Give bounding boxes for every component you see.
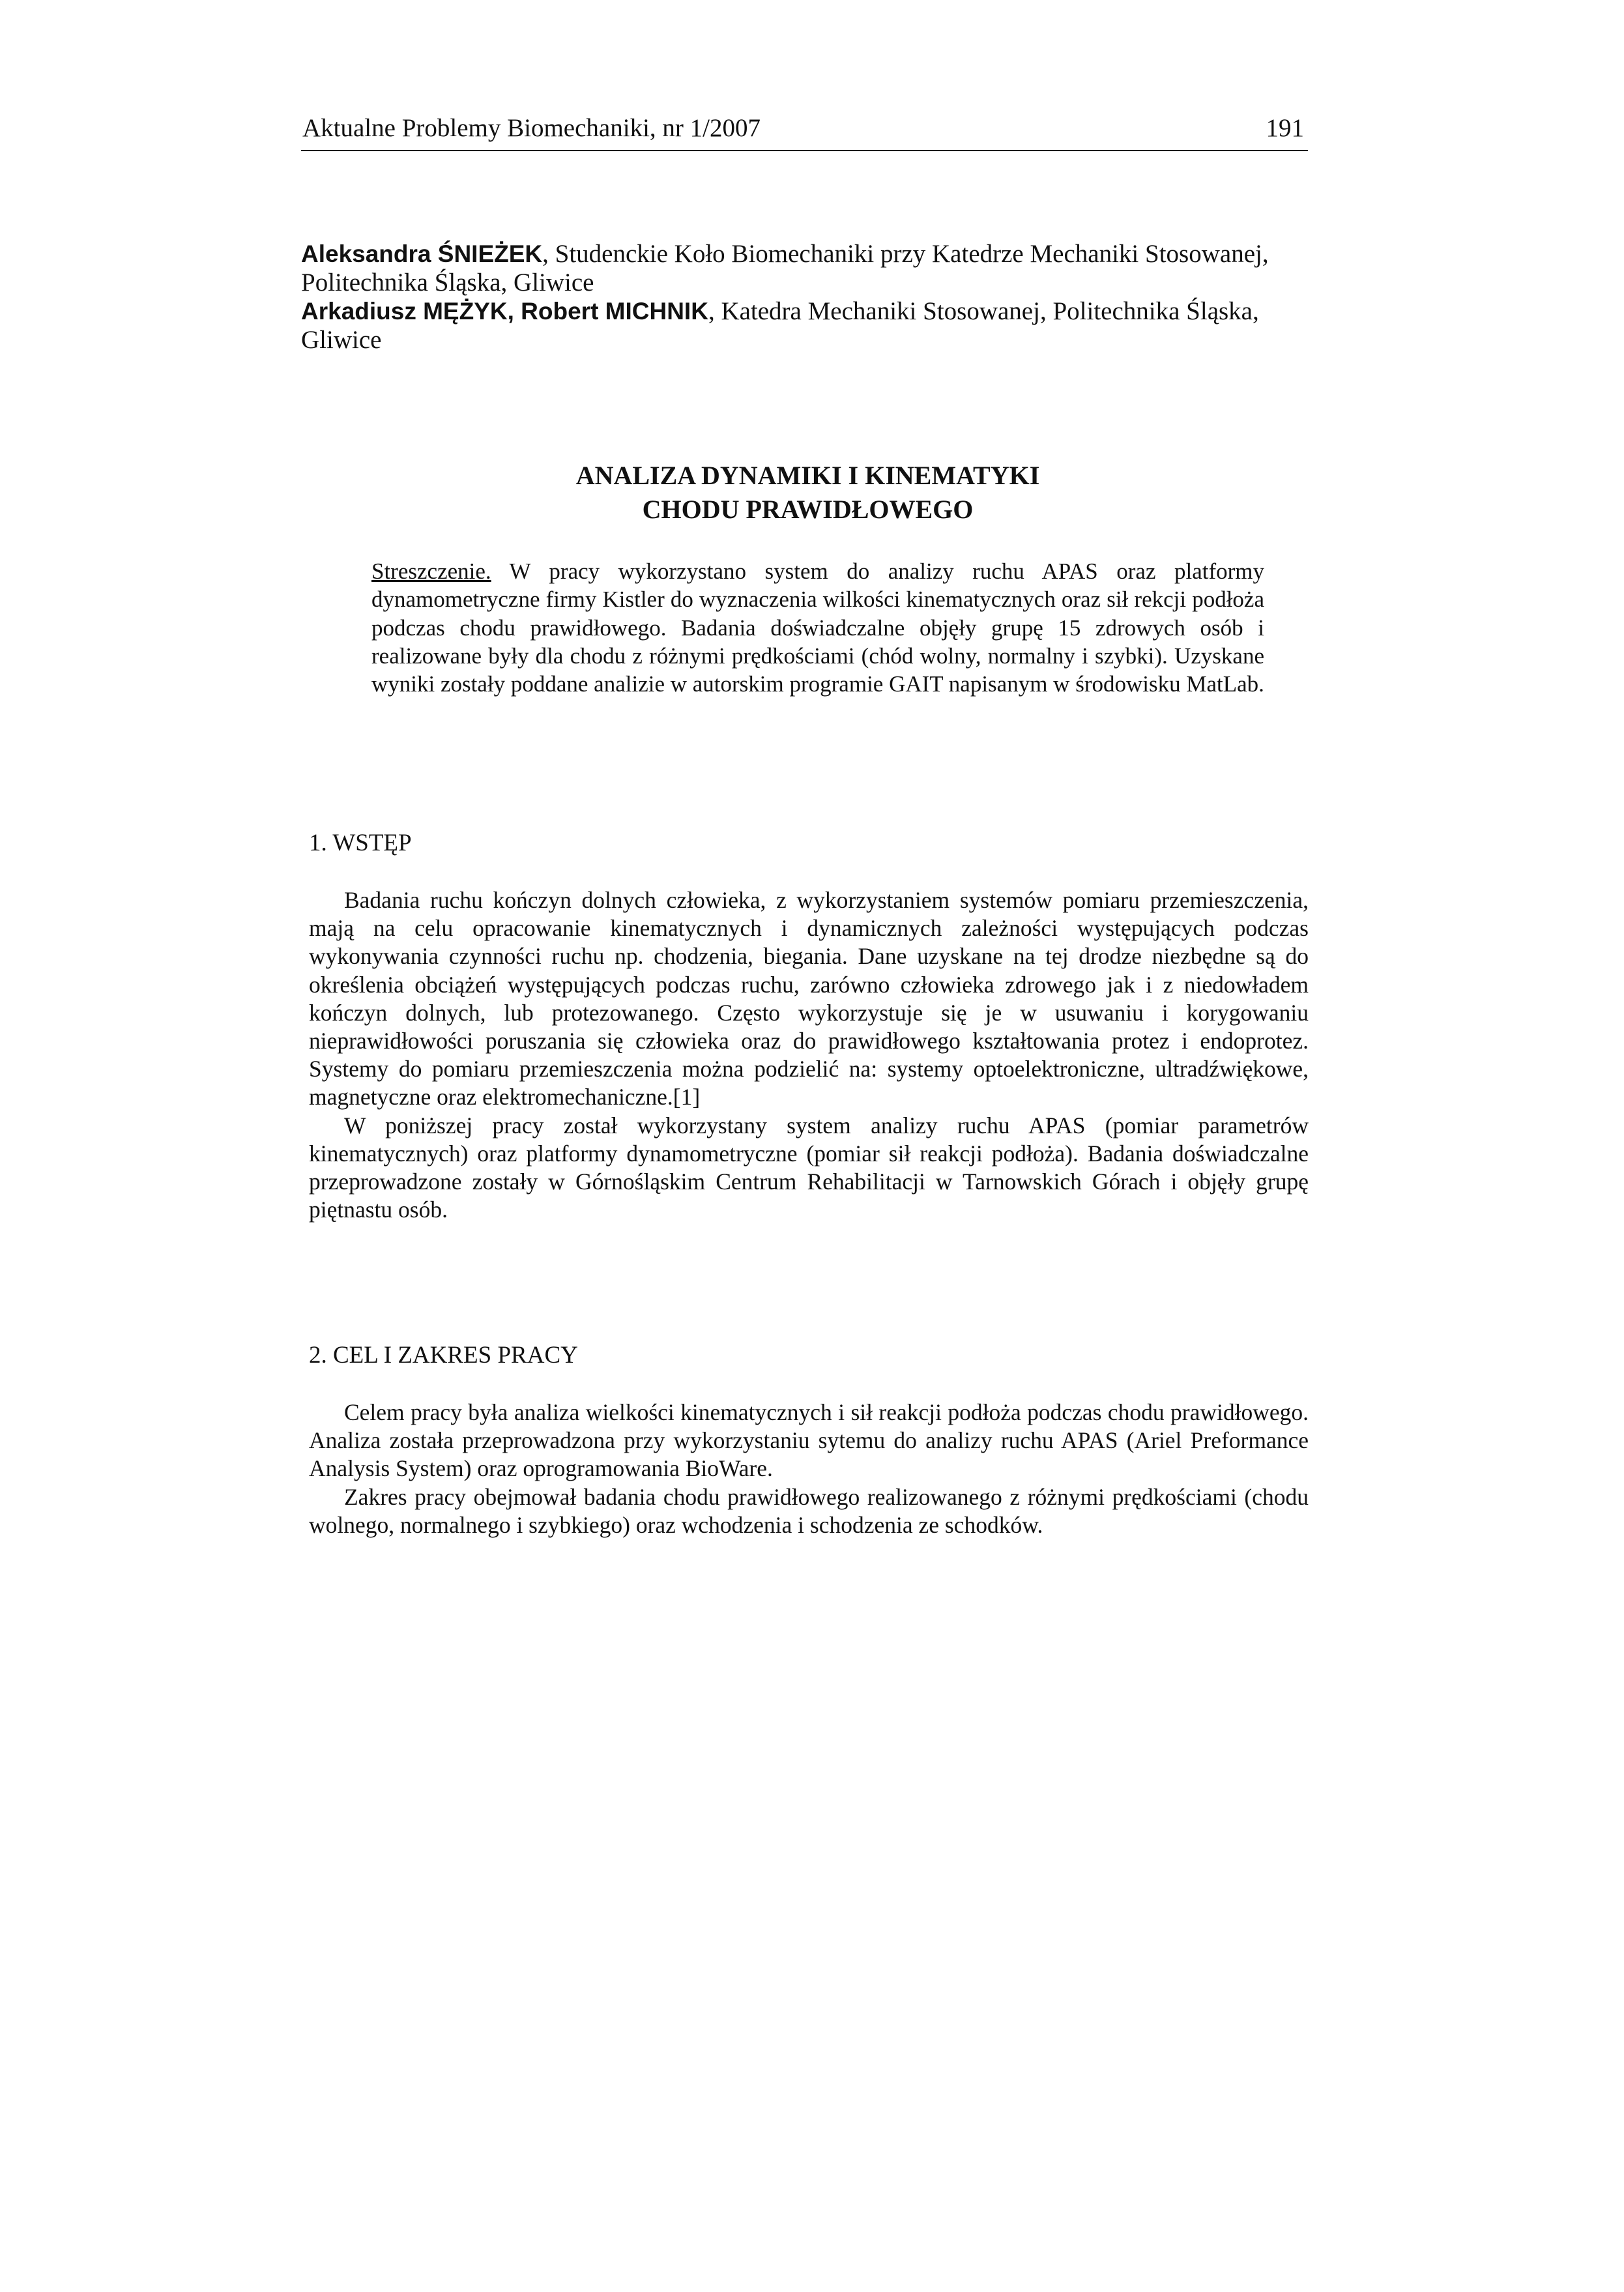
journal-name: Aktualne Problemy Biomechaniki, nr 1/2007 [302,114,761,142]
author-names: Arkadiusz MĘŻYK, Robert MICHNIK [301,298,708,325]
author-entry [301,240,1314,297]
paragraph: W poniższej pracy został wykorzystany system analizy ruchu APAS (pomiar parametrów kinematycznych) oraz platformy dynamometryczne (pomiar sił reakcji podłoża). Badania doświadczalne przeprowadzone zostały w Górnośląskim Centrum Rehabilitacji w Tarnowskich Górach i objęły grupę piętnastu osób. [309,1112,1309,1223]
paragraph: Celem pracy była analiza wielkości kinematycznych i sił reakcji podłoża podczas chodu prawidłowego. Analiza została przeprowadzona przy wykorzystaniu sytemu do analizy ruchu APAS (Ariel Preformance Analysis System) oraz oprogramowania BioWare. [309,1399,1309,1482]
author-affiliation: , Studenckie Koło Biomechaniki przy Katedrze Mechaniki Stosowanej, Politechnika Śląska, Gliwice [301,240,1269,297]
author-names: Aleksandra ŚNIEŻEK [301,240,543,267]
author-entry [301,297,1314,355]
section-heading-goal-and-scope: 2. CEL I ZAKRES PRACY [309,1342,578,1369]
abstract-text: W pracy wykorzystano system do analizy ruchu APAS oraz platformy dynamometryczne firmy Kistler do wyznaczenia wilkości kinematycznych oraz sił rekcji podłoża podczas chodu prawidłowego. Badania doświadczalne objęły grupę 15 zdrowych osób i realizowane były dla chodu z różnymi prędkościami (chód wolny, normalny i szybki). Uzyskane wyniki zostały poddane analizie w autorskim programie GAIT napisanym w środowisku MatLab. [371,558,1264,697]
running-header [301,111,1308,151]
title-line: ANALIZA DYNAMIKI I KINEMATYKI [575,461,1040,490]
author-affiliation: , Katedra Mechaniki Stosowanej, Politechnika Śląska, Gliwice [301,297,1259,354]
title-line: CHODU PRAWIDŁOWEGO [642,495,974,524]
section-heading-introduction: 1. WSTĘP [309,830,412,856]
section-body-goal-and-scope [309,1399,1309,1539]
paper-title [301,459,1314,527]
abstract [371,557,1264,698]
author-block [301,240,1314,355]
page-number: 191 [1266,114,1304,142]
paragraph: Zakres pracy obejmował badania chodu prawidłowego realizowanego z różnymi prędkościami (chodu wolnego, normalnego i szybkiego) oraz wchodzenia i schodzenia ze schodków. [309,1483,1309,1538]
abstract-label: Streszczenie. [371,558,491,584]
section-body-introduction [309,886,1309,1224]
paragraph: Badania ruchu kończyn dolnych człowieka, z wykorzystaniem systemów pomiaru przemieszczenia, mają na celu opracowanie kinematycznych i dynamicznych zależności występujących podczas wykonywania czynności ruchu np. chodzenia, biegania. Dane uzyskane na tej drodze niezbędne są do określenia obciążeń występujących podczas ruchu, zarówno człowieka zdrowego jak i z niedowładem kończyn dolnych, lub protezowanego. Często wykorzystuje się je w usuwaniu i korygowaniu nieprawidłowości poruszania się człowieka oraz do prawidłowego kształtowania protez i endoprotez. Systemy do pomiaru przemieszczenia można podzielić na: systemy optoelektroniczne, ultradźwiękowe, magnetyczne oraz elektromechaniczne.[1] [309,887,1309,1110]
